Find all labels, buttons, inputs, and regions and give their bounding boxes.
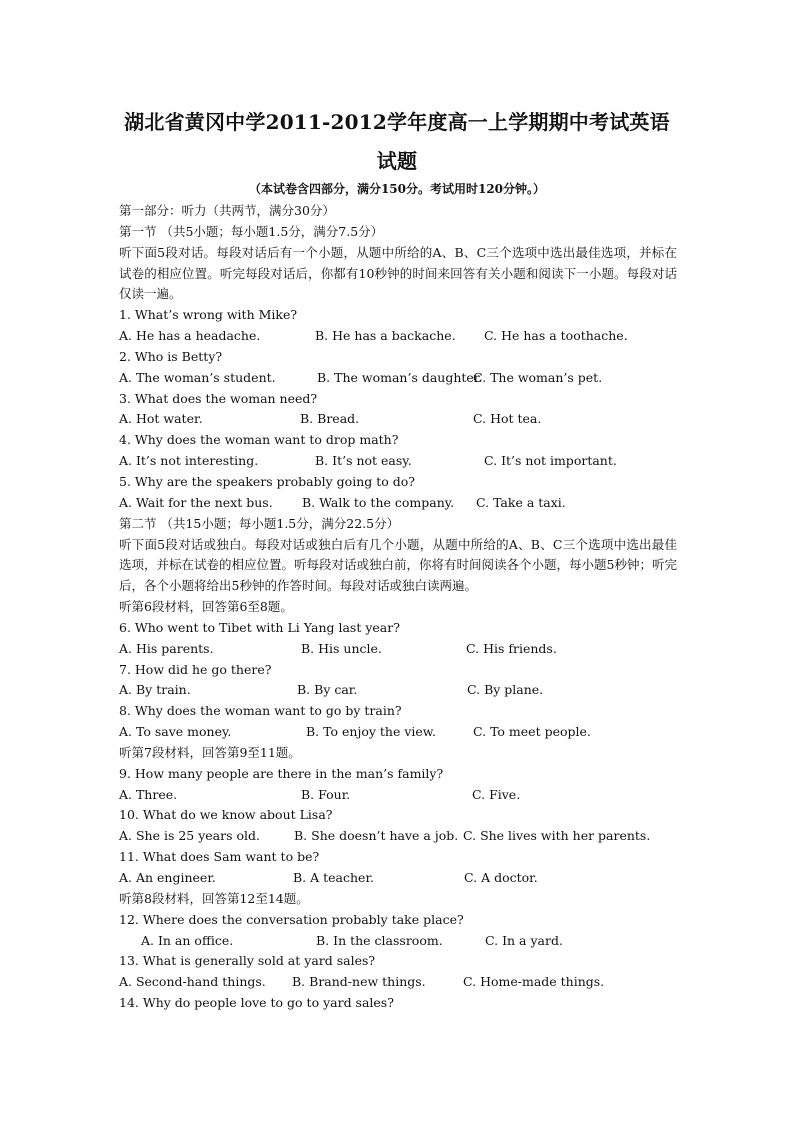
section-heading: 第二节 （共15小题；每小题1.5分，满分22.5分） (119, 515, 400, 531)
option-b: B. A teacher. (293, 870, 375, 885)
option-b: B. Walk to the company. (302, 494, 455, 510)
part-heading: 第一部分：听力（共两节，满分30分） (119, 203, 335, 218)
option-c: C. Hot tea. (473, 411, 542, 427)
question: 9. How many people are there in the man’s family? (119, 765, 444, 781)
question: 5. Why are the speakers probably going to do? (119, 473, 415, 489)
exam-title-continued: 试题 (376, 149, 418, 173)
question: 4. Why does the woman want to drop math? (119, 432, 399, 448)
question-options (119, 451, 677, 472)
section-instructions: 听下面5段对话或独白。每段对话或独白后有几个小题，从题中所给的A、B、C三个选项中选出最佳选项，并标在试卷的相应位置。听每段对话或独白前，你将有时间阅读各个小题，每小题5秒钟；听完后，各个小题将给出5秒钟的作答时间。每段对话或独白读两遍。 (119, 536, 677, 594)
option-a: A. By train. (119, 682, 191, 698)
option-a: A. Three. (119, 786, 178, 802)
option-c: C. He has a toothache. (484, 328, 628, 344)
question-options (119, 639, 677, 660)
question-options (119, 493, 677, 514)
question-options (119, 368, 677, 389)
option-c: C. A doctor. (464, 870, 538, 885)
question-options (119, 785, 677, 806)
question-options (119, 326, 677, 347)
option-a: A. His parents. (119, 640, 214, 656)
option-c: C. In a yard. (485, 932, 563, 948)
exam-note: （本试卷含四部分，满分150分。考试用时120分钟。） (248, 182, 546, 196)
option-c: C. His friends. (466, 640, 557, 656)
option-b: B. The woman’s daughter. (317, 369, 483, 385)
option-a: A. To save money. (119, 724, 232, 740)
option-a: A. An engineer. (119, 870, 216, 885)
question-options (119, 931, 677, 952)
question: 6. Who went to Tibet with Li Yang last year? (119, 619, 400, 635)
question: 1. What’s wrong with Mike? (119, 307, 298, 323)
option-b: B. It’s not easy. (315, 453, 412, 469)
question: 10. What do we know about Lisa? (119, 807, 333, 823)
option-c: C. Take a taxi. (476, 494, 566, 510)
option-a: A. She is 25 years old. (119, 828, 260, 844)
exam-content (119, 201, 677, 1014)
option-b: B. He has a backache. (315, 328, 456, 344)
option-a: A. Hot water. (119, 411, 203, 427)
option-b: B. Bread. (300, 411, 360, 427)
question-options (119, 868, 677, 889)
option-a: A. In an office. (141, 932, 234, 948)
question-options (119, 972, 677, 993)
option-c: C. Five. (472, 786, 521, 802)
section-heading: 第一节 （共5小题；每小题1.5分，满分7.5分） (119, 223, 384, 239)
option-b: B. Four. (301, 786, 351, 802)
question: 11. What does Sam want to be? (119, 849, 320, 865)
option-b: B. By car. (297, 682, 358, 698)
material-heading: 听第7段材料，回答第9至11题。 (119, 744, 301, 760)
question: 3. What does the woman need? (119, 390, 318, 406)
option-c: C. The woman’s pet. (473, 369, 603, 385)
option-b: B. Brand-new things. (292, 974, 426, 990)
option-b: B. In the classroom. (316, 932, 443, 948)
option-a: A. He has a headache. (119, 328, 261, 344)
option-b: B. His uncle. (301, 640, 382, 656)
material-heading: 听第8段材料，回答第12至14题。 (119, 890, 309, 906)
option-c: C. It’s not important. (484, 453, 617, 469)
question: 12. Where does the conversation probably take place? (119, 911, 464, 927)
question-options (119, 680, 677, 701)
option-b: B. To enjoy the view. (306, 724, 436, 740)
option-a: A. Second-hand things. (119, 974, 266, 990)
question-options (119, 409, 677, 430)
section-instructions: 听下面5段对话。每段对话后有一个小题，从题中所给的A、B、C三个选项中选出最佳选项，并标在试卷的相应位置。听完每段对话后，你都有10秒钟的时间来回答有关小题和阅读下一小题。每段对话仅读一遍。 (119, 244, 677, 302)
question: 13. What is generally sold at yard sales? (119, 953, 376, 969)
option-c: C. To meet people. (473, 724, 591, 740)
option-b: B. She doesn’t have a job. (294, 828, 459, 844)
material-heading: 听第6段材料，回答第6至8题。 (119, 599, 293, 615)
exam-title: 湖北省黄冈中学2011-2012学年度高一上学期期中考试英语 (124, 110, 670, 134)
option-a: A. Wait for the next bus. (119, 494, 273, 510)
option-c: C. By plane. (467, 682, 544, 698)
question: 8. Why does the woman want to go by train? (119, 703, 402, 719)
question-options (119, 722, 677, 743)
question: 14. Why do people love to go to yard sales? (119, 995, 394, 1011)
option-a: A. The woman’s student. (119, 369, 276, 385)
option-c: C. Home-made things. (463, 974, 605, 990)
question: 7. How did he go there? (119, 661, 272, 677)
question: 2. Who is Betty? (119, 348, 223, 364)
question-options (119, 826, 677, 847)
option-c: C. She lives with her parents. (463, 828, 651, 844)
option-a: A. It’s not interesting. (119, 453, 259, 469)
